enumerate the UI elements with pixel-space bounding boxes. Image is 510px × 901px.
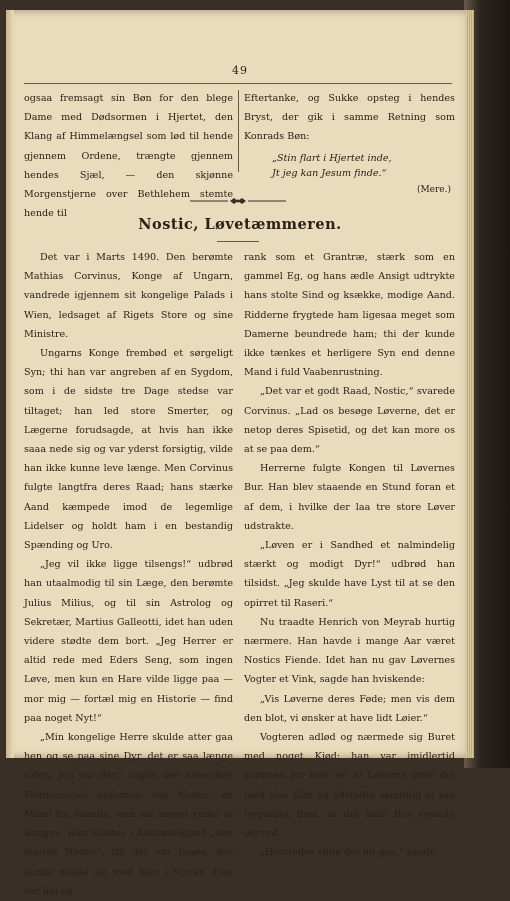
article-right-column [244, 248, 455, 863]
verse [244, 151, 455, 181]
paragraph: „Min kongelige Herre skulde atter gaa hen og se paa sine Dyr, det er saa længe siden, Jeg var der,“ sagde den keiserlige Feltmarschal Sigismun von Nostic, en Mand fra Sausitz, som var meget yndet af Kongen. Han kaldtes i Almindelighed „den stærke Nostic“; thi der var Ingen, der kunde maale sig med ham i Styrke. Han var høi og [24, 732, 233, 897]
paragraph: Herrerne fulgte Kongen til Løvernes Bur. Han blev staaende en Stund foran et af dem, i hvilke der laa tre store Løver udstrakte. [244, 463, 455, 532]
previous-story-right-column [244, 89, 455, 200]
paragraph: rank som et Grantræ, stærk som en gammel Eg, og hans ædle Ansigt udtrykte hans stolte Sind og ksække, modige Aand. Ridderne frygtede ham ligesaa meget som Damerne beundrede ham; thi der kunde ikke tænkes et herligere Syn end denne Mand i fuld Vaabenrustning. [244, 252, 455, 379]
paragraph: „Løven er i Sandhed et nalmindelig stærkt og modigt Dyr!“ udbrød han tilsidst. „Jeg skulde have Lyst til at se den opirret til Raseri.“ [244, 540, 455, 609]
paragraph: „Det var et godt Raad, Nostic,“ svarede Corvinus. „Lad os besøge Løverne, det er netop deres Spisetid, og det kan more os at se paa dem.“ [244, 386, 455, 456]
previous-story-text: ogsaa fremsagt sin Bøn for den blege Dame med Dødsormen i Hjertet, den Klang af Himmelængsel som lød til hende gjennem Ordene, trængte gjennem hendes Sjæl, — den skjønne Morgenstjerne over Bethlehem stemte hende til [24, 93, 233, 220]
page-number: 49 [232, 64, 248, 77]
paragraph: „Hvorledes vilde det nu gaa,“ sagde [260, 847, 436, 859]
verse-line: Jt jeg kan Jesum finde.“ [272, 167, 387, 179]
column-divider [238, 90, 239, 172]
paragraph: „Jeg vil ikke ligge tilsengs!“ udbrød han utaalmodig til sin Læge, den berømte Julius Milius, og til sin Astrolog og Sekretær, Martius Galleotti, idet han uden videre stødte dem bort. „Jeg Herrer er altid rede med Eders Seng, som ingen Løve, men kun en Hare vilde ligge paa — mor mig — fortæl mig en Historie — find paa noget Nyt!“ [24, 559, 233, 724]
continuation-note: (Mere.) [416, 184, 451, 195]
header-rule [24, 83, 452, 84]
verse-line: „Stin flart i Hjertet inde, [272, 152, 392, 164]
paragraph: Ungarns Konge frembød et sørgeligt Syn; thi han var angreben af en Sygdom, som i de sidste tre Dage stedse var tiltaget; han led store Smerter, og Lægerne forudsagde, at hvis han ikke saaa nede sig og var yderst forsigtig, vilde han ikke kunne leve længe. Men Corvinus fulgte langtfra deres Raad; hans stærke Aand kæmpede imod de legemlige Lidelser og holdt ham i en bestandig Spænding og Uro. [24, 348, 233, 552]
paragraph: Vogteren adlød og nærmede sig Buret med noget Kjød; han var imidlertid kommen for nær, en af Løverne greb det med sine Klør og udstødte samtidig et saa frygteligt Brøl, at det hele Bur rystede derved. [244, 732, 455, 840]
paragraph: Det var i Marts 1490. Den berømte Mathias Corvinus, Konge af Ungarn, vandrede igjennem sit kongelige Palads i Wien, ledsaget af Rigets Store og sine Ministre. [24, 252, 233, 340]
previous-story-ending: Eftertanke, og Sukke opsteg i hendes Bryst, der gik i samme Retning som Konrads Bøn: [244, 93, 455, 143]
paragraph: Nu traadte Henrich von Meyrab hurtig nærmere. Han havde i mange Aar været Nostics Fiende. Idet han nu gav Løvernes Vogter et Vink, sagde han hviskende: [244, 616, 455, 686]
article-left-column [24, 248, 233, 901]
article-title: Nostic, Løvetæmmeren. [138, 216, 342, 233]
page-edges [466, 10, 474, 758]
section-divider-ornament [190, 196, 286, 206]
book-page [6, 10, 474, 897]
paragraph: „Vis Løverne deres Føde; men vis dem den blot, vi ønsker at have lidt Løier.“ [244, 693, 455, 724]
title-rule [217, 241, 259, 242]
page-gutter [6, 10, 14, 758]
